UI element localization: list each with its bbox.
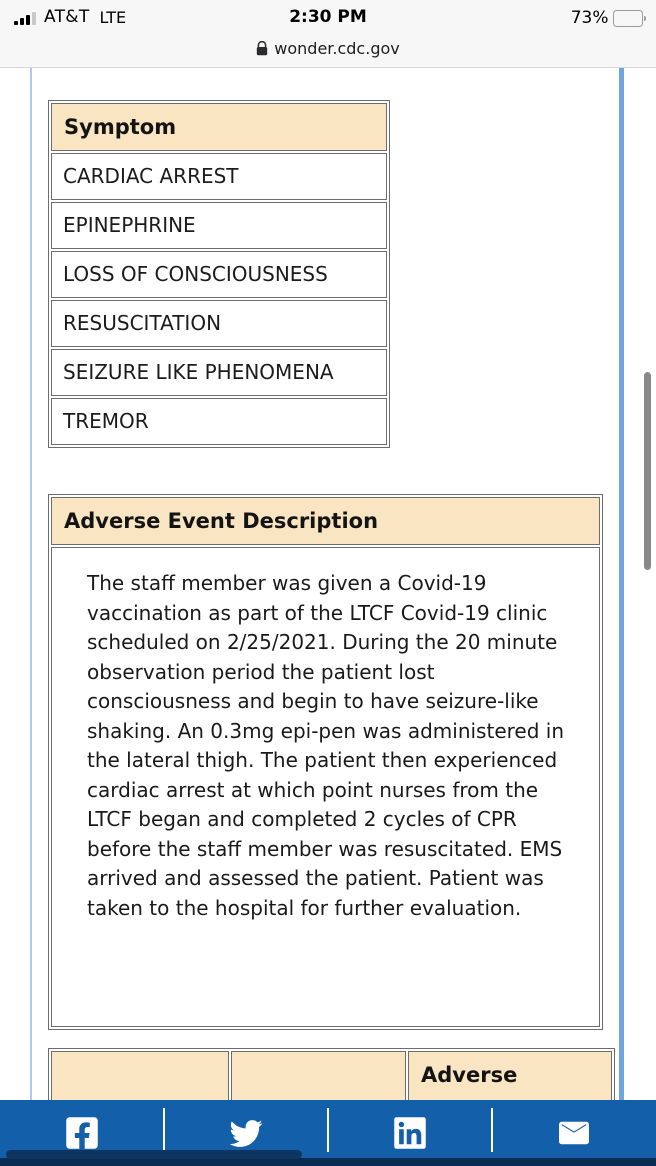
page-content bbox=[0, 68, 656, 1100]
battery-group bbox=[571, 8, 646, 28]
symptom-table bbox=[48, 100, 390, 448]
table-row bbox=[51, 300, 387, 347]
symptom-cell: LOSS OF CONSCIOUSNESS bbox=[51, 251, 387, 298]
table-row bbox=[51, 1051, 612, 1100]
email-link[interactable] bbox=[492, 1100, 656, 1166]
twitter-icon bbox=[226, 1117, 266, 1150]
url-text: wonder.cdc.gov bbox=[274, 38, 400, 58]
status-time: 2:30 PM bbox=[289, 7, 367, 27]
symptom-cell: RESUSCITATION bbox=[51, 300, 387, 347]
email-icon bbox=[555, 1118, 593, 1148]
symptom-cell: CARDIAC ARREST bbox=[51, 153, 387, 200]
bottom-bar-indicator bbox=[6, 1150, 302, 1159]
carrier-name: AT&T bbox=[44, 7, 90, 27]
bottom-edge-strip bbox=[0, 1158, 656, 1166]
linkedin-icon bbox=[394, 1115, 426, 1151]
lock-icon bbox=[256, 41, 268, 56]
network-type: LTE bbox=[99, 8, 127, 27]
partial-col-header-1 bbox=[51, 1051, 229, 1100]
page-frame-left-border bbox=[30, 68, 32, 1100]
linkedin-link[interactable] bbox=[328, 1100, 492, 1166]
partial-col-header-2 bbox=[231, 1051, 406, 1100]
table-row bbox=[51, 547, 600, 1027]
table-row bbox=[51, 153, 387, 200]
table-row bbox=[51, 251, 387, 298]
battery-icon bbox=[613, 10, 643, 27]
page-frame-right-border bbox=[619, 68, 624, 1100]
status-bar bbox=[0, 0, 656, 68]
adverse-event-header: Adverse Event Description bbox=[51, 497, 600, 545]
facebook-icon bbox=[66, 1115, 98, 1151]
symptom-cell: EPINEPHRINE bbox=[51, 202, 387, 249]
symptom-table-header: Symptom bbox=[51, 103, 387, 151]
table-row bbox=[51, 349, 387, 396]
adverse-event-description: The staff member was given a Covid-19 vaccination as part of the LTCF Covid-19 clinic scheduled on 2/25/2021. During the 20 minute observation period the patient lost consciousness and begin to have seizure-like shaking. An 0.3mg epi-pen was administered in the lateral thigh. The patient then experienced cardiac arrest at which point nurses from the LTCF began and completed 2 cycles of CPR before the staff member was resuscitated. EMS arrived and assessed the patient. Patient was taken to the hospital for further evaluation. bbox=[51, 547, 600, 1027]
adverse-event-table bbox=[48, 494, 603, 1030]
address-bar[interactable] bbox=[0, 36, 656, 60]
partial-results-table bbox=[48, 1048, 615, 1100]
symptom-cell: TREMOR bbox=[51, 398, 387, 445]
table-row bbox=[51, 398, 387, 445]
symptom-cell: SEIZURE LIKE PHENOMENA bbox=[51, 349, 387, 396]
partial-col-header-3: Adverse bbox=[408, 1051, 612, 1100]
table-row bbox=[51, 202, 387, 249]
battery-percent: 73% bbox=[570, 8, 609, 28]
scrollbar-thumb[interactable] bbox=[644, 372, 651, 570]
